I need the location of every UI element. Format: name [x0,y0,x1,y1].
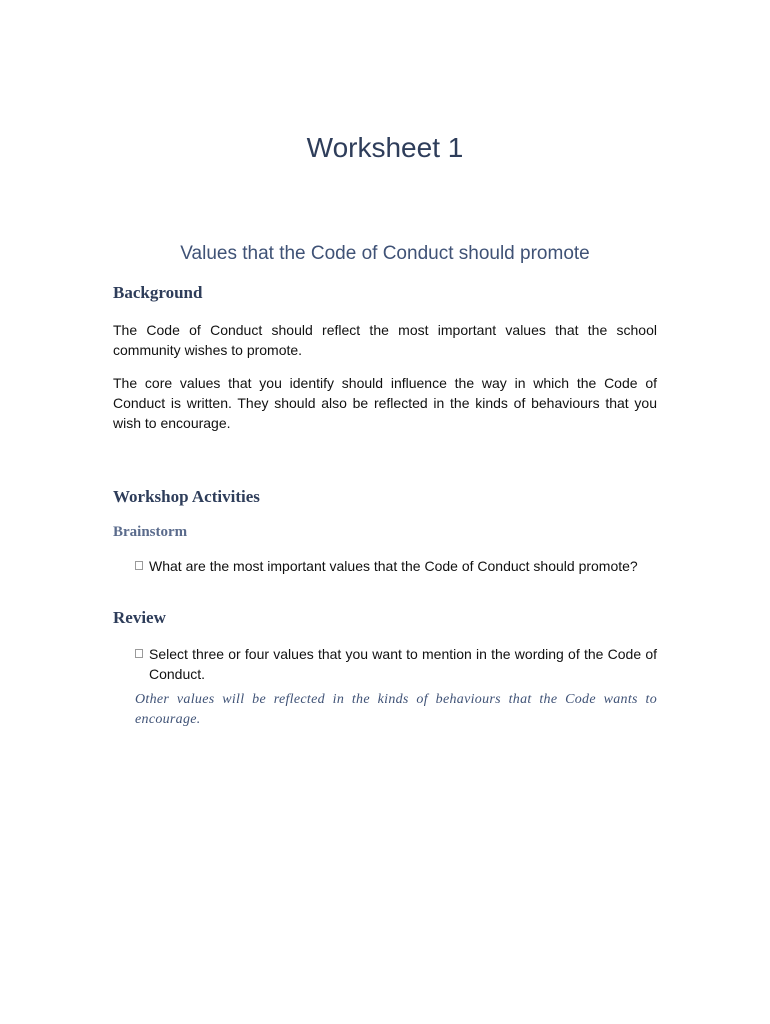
checkbox-icon [135,649,143,658]
background-paragraph-2: The core values that you identify should influence the way in which the Code of Conduct is written. They should also be reflected in the kinds of behaviours that you wish to encourage. [113,375,657,431]
review-heading: Review [113,608,166,627]
page-subtitle: Values that the Code of Conduct should promote [180,243,590,264]
review-bullet-text: Select three or four values that you want to mention in the wording of the Code of Conduct. [149,646,657,682]
workshop-activities-heading: Workshop Activities [113,487,260,506]
checkbox-icon [135,561,143,570]
background-heading: Background [113,283,203,302]
document-body [113,280,657,730]
review-note: Other values will be reflected in the kinds of behaviours that the Code wants to encourage. [135,692,657,727]
brainstorm-bullet-item [135,556,657,576]
review-bullet-item [135,644,657,684]
page-title: Worksheet 1 [306,132,464,163]
background-paragraph-1: The Code of Conduct should reflect the most important values that the school community wishes to promote. [113,322,657,358]
brainstorm-bullet-text: What are the most important values that the Code of Conduct should promote? [149,558,638,574]
brainstorm-heading: Brainstorm [113,524,188,540]
